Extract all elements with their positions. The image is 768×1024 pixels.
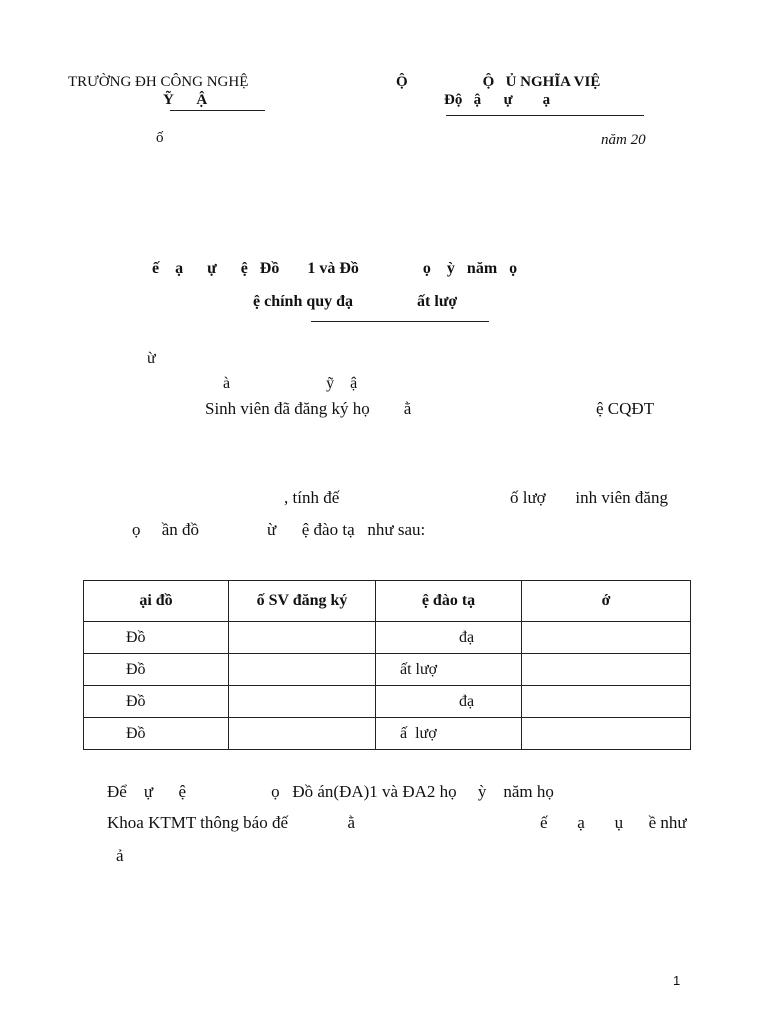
table-cell bbox=[229, 718, 376, 750]
table-header-row bbox=[84, 581, 691, 622]
table-cell: Đồ bbox=[84, 654, 229, 686]
title-underline bbox=[311, 321, 489, 322]
table-row bbox=[84, 622, 691, 654]
table-row bbox=[84, 654, 691, 686]
table-cell bbox=[229, 654, 376, 686]
registration-table bbox=[83, 580, 691, 750]
body-line-4-right: ố lượ inh viên đăng bbox=[510, 488, 668, 507]
body-line-4-left: , tính đế bbox=[284, 488, 340, 507]
table-cell: ấ lượ bbox=[376, 718, 522, 750]
table-cell bbox=[229, 622, 376, 654]
table-row bbox=[84, 718, 691, 750]
national-heading: Ộ Ộ Ủ NGHĨA VIỆ bbox=[396, 74, 601, 90]
notice-title-line1: ế ạ ự ệ Đồ 1 và Đồ ọ ỳ năm ọ bbox=[152, 260, 518, 277]
table-cell: ất lượ bbox=[376, 654, 522, 686]
body-line-3-right: ệ CQĐT bbox=[596, 399, 655, 418]
table-header-cell: ố SV đăng ký bbox=[229, 581, 376, 622]
table-cell bbox=[229, 686, 376, 718]
notice-title-line2: ệ chính quy đạ ất lượ bbox=[253, 293, 458, 310]
body-line-1: ừ bbox=[147, 350, 156, 367]
table-cell bbox=[522, 718, 691, 750]
body-line-2: à ỹ ậ bbox=[223, 375, 358, 392]
table-cell: đạ bbox=[376, 622, 522, 654]
table-cell: Đồ bbox=[84, 718, 229, 750]
school-subtitle: Ỹ Ậ bbox=[163, 92, 208, 108]
body-line-3-left: Sinh viên đã đăng ký họ ằ bbox=[205, 399, 412, 418]
document-date: năm 20 bbox=[601, 132, 646, 148]
table-cell bbox=[522, 686, 691, 718]
table-header-cell: ại đồ bbox=[84, 581, 229, 622]
table-cell bbox=[522, 654, 691, 686]
closing-line-2-right: ế ạ ụ ề như bbox=[540, 813, 687, 832]
motto-underline bbox=[446, 115, 644, 116]
national-motto: Độ ậ ự ạ bbox=[444, 92, 551, 108]
table-row bbox=[84, 686, 691, 718]
table-header-cell: ệ đào tạ bbox=[376, 581, 522, 622]
body-line-5: ọ ần đồ ừ ệ đào tạ như sau: bbox=[132, 520, 426, 539]
table-cell: Đồ bbox=[84, 622, 229, 654]
table-cell: Đồ bbox=[84, 686, 229, 718]
closing-line-3: ả bbox=[116, 846, 124, 865]
school-name: TRƯỜNG ĐH CÔNG NGHỆ bbox=[68, 74, 249, 90]
school-underline bbox=[170, 110, 265, 111]
table-cell: đạ bbox=[376, 686, 522, 718]
closing-line-1: Để ự ệ ọ Đồ án(ĐA)1 và ĐA2 họ ỳ năm họ bbox=[107, 782, 554, 801]
page-number: 1 bbox=[673, 973, 681, 988]
table-cell bbox=[522, 622, 691, 654]
closing-line-2-left: Khoa KTMT thông báo đế ằ bbox=[107, 813, 356, 832]
document-number: ố bbox=[156, 130, 164, 146]
table-header-cell: ớ bbox=[522, 581, 691, 622]
